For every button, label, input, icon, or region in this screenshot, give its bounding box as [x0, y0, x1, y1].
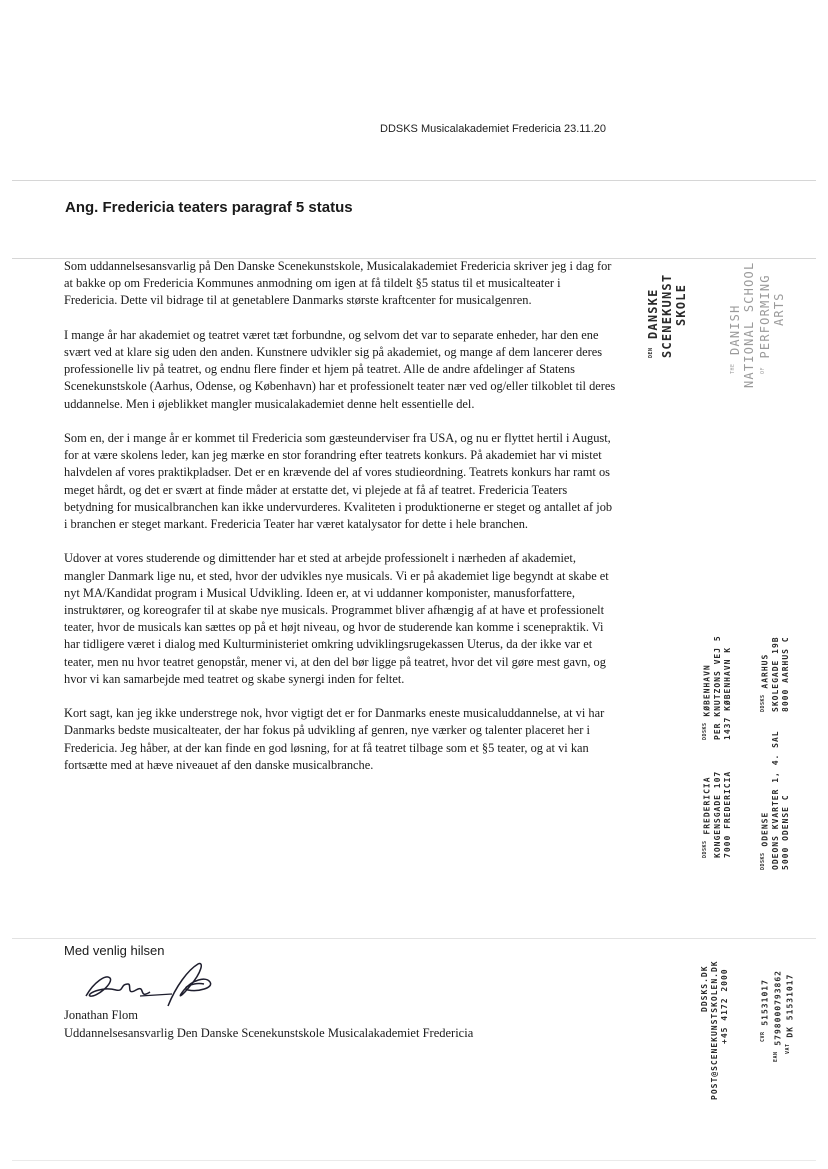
id-label: EAN: [772, 1051, 779, 1062]
contact-info: [700, 960, 730, 1100]
vat-number: DK 51531017: [785, 973, 795, 1038]
address-label: DDSKS: [760, 852, 766, 870]
cvr-number: 51531017: [760, 979, 770, 1026]
signer-name: Jonathan Flom: [64, 1008, 138, 1022]
paragraph-4: Udover at vores studerende og dimittender har et sted at arbejde professionelt i nærheden af akademiet, mangler Danmark lige nu, et sted, hvor der udvikles nye musicals. Vi er på akademiet lige begyndt at skabe et nyt MA/Kandidat program i Musical Udvikling. Ideen er, at vi uddanner komponister, manusforfattere, instruktører, og koreografer til at skabe nye musicals. Programmet bliver afhængig af at have et professionelt teater, hvor de musicals kan sættes op på et højt niveau, og hvor de studerende kan komme i scenepraktik. Vi har tidligere været i dialog med Kulturministeriet omkring udviklingsrugekassen Uterus, da der ikke var et teater, men nu hvor teatret genopstår, mener vi, at den del bør ligge på teatret, hvor det vil gøre mest gavn, og hvor vi kan samarbejde med teatret og skabe synergi inden for feltet.: [64, 551, 609, 686]
address-city: FREDERICIA: [702, 776, 712, 835]
id-label: VAT: [785, 1043, 792, 1054]
address-zip: 5000 ODENSE C: [780, 794, 790, 870]
letter-body: [64, 258, 616, 791]
logo-prefix: THE: [730, 363, 736, 374]
letter-header: DDSKS Musicalakademiet Fredericia 23.11.20: [380, 123, 607, 135]
address-city: AARHUS: [760, 653, 770, 689]
ean-number: 5798000793862: [773, 970, 783, 1046]
address-label: DDSKS: [760, 694, 766, 712]
contact-email: POST@SCENEKUNSTSKOLEN.DK: [710, 960, 719, 1100]
paragraph-1: Som uddannelsesansvarlig på Den Danske Scenekunstskole, Musicalakademiet Fredericia skriver jeg i dag for at bakke op om Fredericia Kommunes anmodning om igen at få tildelt §5 status til et musicalteater i Fredericia. Dette vil bidrage til at genetablere Danmarks største kraftcenter for musicalgenren.: [64, 259, 612, 308]
address-label: DDSKS: [702, 840, 708, 858]
address-city: ODENSE: [760, 811, 770, 847]
address-street: SKOLEGADE 19B: [770, 636, 780, 712]
address-zip: 8000 AARHUS C: [780, 636, 790, 712]
logo-prefix: DEN: [648, 347, 654, 358]
address-street: ODEONS KVARTER 1, 4. SAL: [770, 730, 780, 870]
address-zip: 7000 FREDERICIA: [722, 770, 732, 858]
logo-text: DANSKE: [646, 288, 660, 340]
address-kobenhavn: [700, 635, 733, 740]
logo-text: ARTS: [772, 292, 786, 326]
address-zip: 1437 KØBENHAVN K: [722, 646, 732, 740]
address-odense: [758, 730, 791, 870]
divider: [12, 1160, 816, 1161]
signer-role: Uddannelsesansvarlig Den Danske Scenekunstskole Musicalakademiet Fredericia: [64, 1026, 474, 1040]
address-aarhus: [758, 636, 791, 712]
salutation: Med venlig hilsen: [64, 943, 165, 958]
logo-text: SCENEKUNST: [660, 273, 674, 358]
logo-prefix: OF: [760, 366, 766, 374]
paragraph-3: Som en, der i mange år er kommet til Fredericia som gæsteunderviser fra USA, og nu er flyttet hertil i August, for at være skolens leder, kan jeg mærke en stor forandring efter teatrets konkurs. På akademiet har vi mistet halvdelen af vores praktikpladser. Det er en krævende del af vores studieordning. Teatrets konkurs har ramt os meget hårdt, og det er svært at finde måder at erstatte det, vi plejede at få af teatret. Fredericia Teaters betydning for musicalbranchen kan ikke undervurderes. Kvaliteten i produktionerne er steget og antallet af job i branchen er steget markant. Fredericia Teater har været katalysator for dette i hele branchen.: [64, 431, 613, 532]
address-street: KONGENSGADE 107: [712, 770, 722, 858]
contact-web: DDSKS.DK: [700, 965, 709, 1012]
address-street: PER KNUTZONS VEJ 5: [712, 635, 722, 740]
handwritten-signature: [80, 956, 220, 1012]
school-logo-english: [726, 262, 786, 388]
paragraph-2: I mange år har akademiet og teatret været tæt forbundne, og selvom det var to separate enheder, har den ene svært ved at klare sig uden den anden. Kunstnere udvikler sig på akademiet, og mange af dem lancerer deres professionelle liv på teatret, og endnu flere finder et hjem på teatret. Alle de andre afdelinger af Statens Scenekunstskole (Aarhus, Odense, og København) har et professionelt teater nær ved og/eller tilkoblet til deres uddannelse. Men i øjeblikket mangler musicalakademiet denne helt essentielle del.: [64, 327, 616, 411]
address-label: DDSKS: [702, 722, 708, 740]
logo-text: NATIONAL SCHOOL: [742, 261, 756, 388]
school-logo-danish: [644, 274, 688, 358]
divider: [12, 938, 816, 939]
contact-phone: +45 4172 2000: [720, 968, 729, 1044]
company-ids: [758, 970, 796, 1062]
address-city: KØBENHAVN: [702, 664, 712, 717]
logo-text: PERFORMING: [758, 274, 772, 359]
letter-title: Ang. Fredericia teaters paragraf 5 status: [65, 199, 353, 216]
logo-text: SKOLE: [674, 283, 688, 326]
logo-text: DANISH: [728, 304, 742, 356]
paragraph-5: Kort sagt, kan jeg ikke understrege nok, hvor vigtigt det er for Danmarks eneste musicaluddannelse, at vi har Danmarks bedste musicalteater, der har fokus på udvikling af genren, nye værker og talenter placeret her i Fredericia. Jeg håber, at der kan finde en god løsning, for at få teatret tilbage som et §5 teater, og at vi kan fortsætte med at hæve niveauet af den danske musicalbranche.: [64, 706, 605, 772]
id-label: CVR: [760, 1031, 766, 1042]
divider: [12, 180, 816, 181]
address-fredericia: [700, 771, 733, 858]
